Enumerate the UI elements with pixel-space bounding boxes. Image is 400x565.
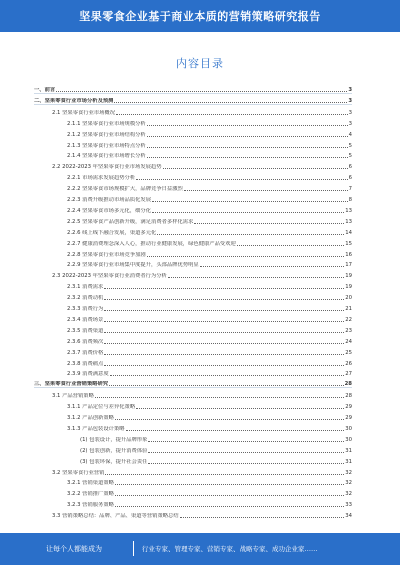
toc-entry-title: 2.2.5 坚果零食产品创新升级，满足消费者多样化需求 — [67, 218, 194, 225]
toc-leader-dots — [104, 343, 344, 344]
toc-entry-title: (1) 包装设计，提升品牌形象 — [80, 436, 148, 443]
toc-entry-title: 2.3.4 消费场景 — [67, 316, 104, 323]
toc-entry-title: 3.2 坚果零食行业营销 — [52, 469, 105, 476]
toc-entry[interactable] — [80, 445, 352, 454]
toc-entry-page: 6 — [348, 175, 352, 182]
toc-leader-dots — [152, 201, 348, 202]
toc-entry-page: 22 — [345, 316, 352, 323]
toc-leader-dots — [237, 245, 344, 246]
toc-entry[interactable] — [67, 183, 352, 192]
toc-entry-page: 31 — [345, 458, 352, 465]
toc-leader-dots — [95, 397, 344, 398]
toc-entry[interactable] — [52, 510, 352, 519]
toc-entry-page: 28 — [345, 393, 352, 400]
toc-entry-page: 13 — [345, 218, 352, 225]
toc-entry[interactable] — [67, 140, 352, 149]
toc-entry-title: 2.2.6 线上线下融合发展，渠道多元化 — [67, 229, 157, 236]
toc-leader-dots — [109, 385, 343, 386]
toc-leader-dots — [148, 452, 344, 453]
toc-entry-page: 15 — [345, 240, 352, 247]
toc-leader-dots — [184, 190, 348, 191]
toc-entry[interactable] — [67, 423, 352, 432]
toc-entry-page: 28 — [344, 381, 352, 388]
toc-entry[interactable] — [67, 249, 352, 258]
toc-entry-page: 4 — [348, 131, 352, 138]
toc-entry-title: 2.3.9 消费满意度 — [67, 371, 109, 378]
toc-entry-page: 30 — [345, 425, 352, 432]
document-title: 坚果零食企业基于商业本质的营销策略研究报告 — [79, 10, 321, 23]
toc-entry-page: 8 — [348, 197, 352, 203]
toc-entry-page: 29 — [345, 415, 352, 421]
toc-entry[interactable] — [34, 379, 352, 388]
toc-leader-dots — [110, 375, 345, 376]
toc-leader-dots — [115, 506, 344, 507]
toc-entry[interactable] — [67, 401, 352, 410]
toc-entry-title: 2.3 2022-2023 年坚果零食行业消费者行为分析 — [52, 273, 167, 280]
toc-entry[interactable] — [67, 259, 352, 268]
toc-entry-title: 2.2.4 坚果零食市场多元化，细分化 — [67, 207, 152, 214]
toc-entry[interactable] — [52, 467, 352, 476]
toc-entry-title: 3.2.2 营销推广策略 — [67, 491, 114, 498]
toc-entry-title: 3.1.1 产品定位与差异化策略 — [67, 404, 136, 411]
toc-entry[interactable] — [67, 118, 352, 127]
toc-entry[interactable] — [67, 194, 352, 203]
toc-entry-page: 29 — [345, 404, 352, 411]
toc-entry-title: 3.2.3 营销服务策略 — [67, 502, 114, 509]
toc-entry[interactable] — [67, 347, 352, 356]
toc-entry[interactable] — [67, 488, 352, 497]
toc-entry[interactable] — [67, 150, 352, 159]
toc-entry[interactable] — [67, 129, 352, 138]
toc-leader-dots — [105, 474, 344, 475]
toc-entry[interactable] — [67, 412, 352, 421]
toc-entry-page: 33 — [345, 502, 352, 509]
toc-entry[interactable] — [67, 303, 352, 312]
toc-leader-dots — [104, 365, 344, 366]
footer-bar — [0, 533, 400, 565]
toc-entry-title: 一、前言 — [34, 87, 56, 93]
toc-entry-title: 2.3.6 消费频次 — [67, 338, 104, 345]
toc-entry-page: 30 — [345, 436, 352, 443]
toc-leader-dots — [194, 223, 344, 224]
toc-entry-title: 2.2.2 坚果零食市场规模扩大，品牌竞争日益激烈 — [67, 186, 183, 193]
toc-entry-page: 5 — [348, 142, 352, 149]
toc-entry-title: 2.3.8 消费痛点 — [67, 360, 104, 367]
toc-entry-title: 2.3.7 消费价格 — [67, 349, 104, 356]
toc-entry-page: 6 — [348, 164, 352, 171]
toc-entry-page: 16 — [345, 251, 352, 258]
toc-entry-title: 2.2.1 市场需求发展趋势分析 — [67, 175, 136, 182]
footer-slogan-left: 让每个人都能成为 — [46, 545, 102, 553]
toc-leader-dots — [104, 354, 344, 355]
toc-leader-dots — [200, 266, 345, 267]
toc-entry-page: 27 — [345, 371, 352, 378]
toc-title: 内容目录 — [176, 57, 224, 70]
toc-entry-page: 14 — [345, 229, 352, 236]
toc-entry-title: 2.3.5 消费渠道 — [67, 327, 104, 334]
toc-entry-title: 3.1.3 产品包装设计策略 — [67, 425, 125, 432]
toc-entry-page: 23 — [345, 327, 352, 334]
toc-entry-title: 3.2.1 营销渠道策略 — [67, 480, 114, 487]
toc-entry[interactable] — [52, 161, 352, 170]
toc-entry[interactable] — [67, 325, 352, 334]
toc-entry-page: 24 — [345, 338, 352, 345]
toc-entry[interactable] — [52, 107, 352, 116]
toc-entry[interactable] — [34, 85, 352, 94]
toc-entry-page: 13 — [345, 207, 352, 214]
toc-entry-title: 2.1.2 坚果零食行业市场结构分析 — [67, 131, 146, 138]
toc-entry-page: 32 — [345, 469, 352, 476]
toc-leader-dots — [147, 125, 348, 126]
toc-entry[interactable] — [80, 456, 352, 465]
toc-leader-dots — [163, 168, 348, 169]
toc-entry-page: 3 — [348, 120, 352, 127]
toc-entry-page: 7 — [348, 186, 352, 193]
toc-entry[interactable] — [67, 227, 352, 236]
toc-entry-page: 20 — [345, 295, 352, 302]
toc-entry[interactable] — [67, 368, 352, 377]
toc-entry[interactable] — [67, 499, 352, 508]
toc-leader-dots — [152, 212, 344, 213]
toc-entry-title: 2.2.8 坚果零食行业市场竞争加剧 — [67, 251, 146, 258]
toc-entry-page: 32 — [345, 480, 352, 487]
toc-leader-dots — [115, 419, 344, 420]
toc-leader-dots — [136, 408, 344, 409]
toc-entry-page: 19 — [345, 273, 352, 280]
toc-leader-dots — [104, 310, 344, 311]
toc-leader-dots — [104, 332, 344, 333]
toc-entry-title: 3.1.2 产品创新策略 — [67, 415, 114, 421]
toc-entry[interactable] — [67, 336, 352, 345]
toc-entry[interactable] — [67, 477, 352, 486]
toc-leader-dots — [56, 91, 347, 92]
toc-entry-page: 3 — [348, 109, 352, 116]
toc-leader-dots — [136, 179, 347, 180]
toc-entry-title: 2.3.1 消费需求 — [67, 284, 104, 291]
toc-entry[interactable] — [67, 314, 352, 323]
toc-entry-title: 2.1.4 坚果零食行业市场增长分析 — [67, 153, 146, 160]
toc-entry[interactable] — [67, 292, 352, 301]
toc-entry[interactable] — [34, 96, 352, 105]
toc-leader-dots — [104, 288, 344, 289]
toc-entry-page: 19 — [345, 284, 352, 291]
toc-entry-title: 三、坚果零食行业营销策略研究 — [34, 381, 109, 388]
toc-leader-dots — [147, 256, 345, 257]
toc-leader-dots — [147, 136, 348, 137]
footer-divider — [133, 541, 134, 556]
toc-entry[interactable] — [67, 281, 352, 290]
toc-entry[interactable] — [67, 216, 352, 225]
toc-leader-dots — [157, 234, 344, 235]
toc-entry-page: 32 — [345, 491, 352, 498]
toc-entry[interactable] — [67, 172, 352, 181]
toc-entry-page: 34 — [345, 513, 352, 520]
toc-leader-dots — [147, 157, 348, 158]
footer-slogan-right: 行业专家、管理专家、营销专家、战略专家、成功企业家…… — [142, 545, 318, 553]
toc-entry-title: 2.2 2022-2023 年坚果零食行业市场发展趋势 — [52, 164, 162, 171]
toc-leader-dots — [148, 441, 344, 442]
toc-leader-dots — [147, 147, 348, 148]
toc-leader-dots — [104, 299, 344, 300]
header-bar — [0, 0, 400, 32]
toc-entry-title: 2.2.9 坚果零食行业市场集中度提升，头部品牌优势明显 — [67, 262, 199, 269]
toc-entry-title: 3.1 产品营销策略 — [52, 393, 94, 400]
toc-leader-dots — [180, 517, 345, 518]
toc-entry-page: 25 — [345, 349, 352, 356]
toc-entry-title: 2.3.3 消费行为 — [67, 306, 104, 312]
toc-entry-title: (3) 包装环保，提升社会责任 — [80, 458, 148, 465]
toc-entry-page: 31 — [345, 447, 352, 454]
toc-entry-title: 2.2.3 消费升级推动市场品质化发展 — [67, 197, 152, 203]
toc-entry-page: 3 — [348, 97, 352, 104]
toc-entry-title: 3.3 营销策略总结：品牌、产品、渠道等营销策略总结 — [52, 513, 179, 520]
toc-leader-dots — [116, 114, 348, 115]
toc-leader-dots — [114, 102, 347, 103]
toc-entry-page: 17 — [345, 262, 352, 269]
toc-entry[interactable] — [67, 358, 352, 367]
toc-entry[interactable] — [52, 270, 352, 279]
toc-leader-dots — [115, 495, 344, 496]
toc-leader-dots — [115, 484, 344, 485]
toc-leader-dots — [148, 463, 344, 464]
toc-entry[interactable] — [67, 238, 352, 247]
toc-leader-dots — [126, 430, 345, 431]
toc-entry-title: 2.1.3 坚果零食行业市场特点分析 — [67, 142, 146, 149]
toc-entry-title: 2.2.7 健康消费理念深入人心，推动行业健康发展，绿色健康产品受欢迎 — [67, 240, 236, 247]
toc-entry-page: 21 — [345, 306, 352, 312]
toc-entry[interactable] — [67, 205, 352, 214]
toc-entry-title: 2.3.2 消费动机 — [67, 295, 104, 302]
toc-entry-page: 3 — [348, 87, 352, 93]
toc-leader-dots — [104, 321, 344, 322]
toc-entry[interactable] — [80, 434, 352, 443]
toc-entry-title: 2.1 坚果零食行业市场概况 — [52, 109, 116, 116]
toc-entry[interactable] — [52, 390, 352, 399]
toc-entry-page: 26 — [345, 360, 352, 367]
toc-entry-title: (2) 包装创新，提升消费体验 — [80, 447, 148, 454]
toc-entry-title: 2.1.1 坚果零食行业市场规模分析 — [67, 120, 146, 127]
toc-leader-dots — [168, 277, 344, 278]
toc-entry-page: 5 — [348, 153, 352, 160]
toc-entry-title: 二、坚果零食行业市场分析及预测 — [34, 97, 114, 104]
